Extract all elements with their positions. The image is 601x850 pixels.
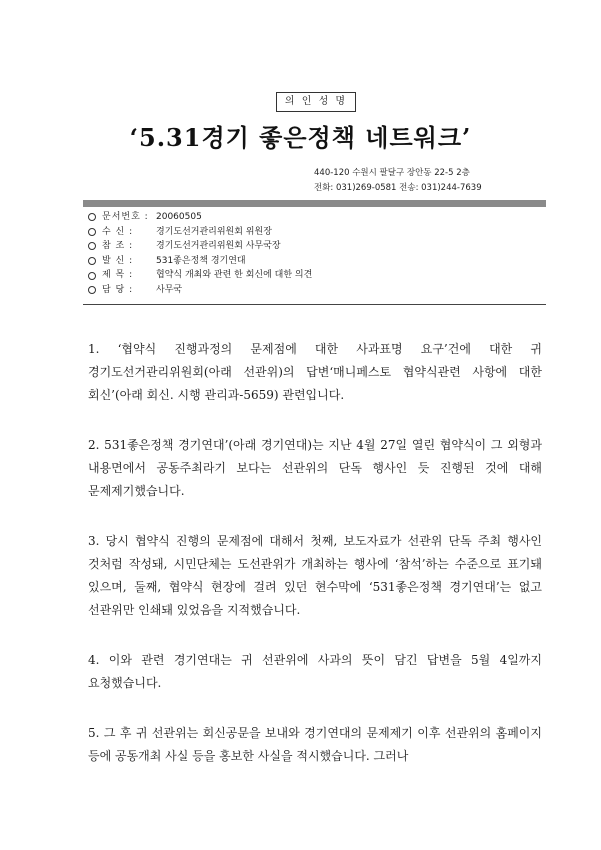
meta-row-recipient xyxy=(88,225,546,240)
meta-label: 참 조 : xyxy=(102,241,134,252)
meta-label: 담 당 : xyxy=(102,284,134,295)
circle-bullet-icon xyxy=(88,213,96,221)
meta-label: 제 목 : xyxy=(102,270,134,281)
body-paragraph-3: 3. 당시 협약식 진행의 문제점에 대해서 첫째, 보도자료가 선관위 단독 주최 행사인 것처럼 작성돼, 시민단체는 도선관위가 개최하는 행사에 ‘참석’하는 수준으로 표기돼 있으며, 둘째, 협약식 현장에 걸려 있던 현수막에 ‘531좋은정책 경기연대’는 없고 선관위만 인쇄돼 있었음을 지적했습니다. xyxy=(88,534,542,617)
routing-info-divider xyxy=(83,304,546,305)
circle-bullet-icon xyxy=(88,228,96,236)
document-title: ‘5.31경기 좋은정책 네트워크’ xyxy=(129,123,472,152)
meta-row-sender xyxy=(88,254,546,269)
meta-value: 531좋은정책 경기연대 xyxy=(156,255,246,266)
meta-row-subject xyxy=(88,268,546,283)
organization-address: 440-120 수원시 팔달구 장안동 22-5 2층 xyxy=(314,168,470,178)
meta-label: 수 신 : xyxy=(102,226,134,237)
meta-value: 협약식 개최와 관련 한 회신에 대한 의견 xyxy=(156,270,313,281)
meta-value: 경기도선거관리위원회 위원장 xyxy=(156,226,272,237)
meta-row-document-number xyxy=(88,210,546,225)
body-paragraph-1: 1. ‘협약식 진행과정의 문제점에 대한 사과표명 요구’건에 대한 귀 경기도선거관리위원회(아래 선관위)의 답변‘매니페스토 협약식관련 사항에 대한 회신’(아래 회신. 시행 관리과-5659) 관련입니다. xyxy=(88,342,542,402)
meta-label: 문서번호 : xyxy=(102,212,149,222)
body-paragraph-5: 5. 그 후 귀 선관위는 회신공문을 보내와 경기연대의 문제제기 이후 선관위의 홈페이지 등에 공동개최 사실 등을 홍보한 사실을 적시했습니다. 그러나 xyxy=(88,726,542,763)
circle-bullet-icon xyxy=(88,272,96,280)
meta-value: 경기도선거관리위원회 사무국장 xyxy=(156,241,281,252)
circle-bullet-icon xyxy=(88,257,96,265)
meta-label: 발 신 : xyxy=(102,255,134,266)
document-body xyxy=(88,338,542,795)
header-divider-bar xyxy=(83,200,546,207)
circle-bullet-icon xyxy=(88,242,96,250)
circle-bullet-icon xyxy=(88,286,96,294)
document-type-badge: 의 인 성 명 xyxy=(276,92,356,112)
meta-row-reference xyxy=(88,239,546,254)
document-routing-info xyxy=(88,210,546,298)
meta-value: 20060505 xyxy=(156,212,202,222)
meta-value: 사무국 xyxy=(156,284,183,295)
meta-row-contact-person xyxy=(88,283,546,298)
organization-phone-fax: 전화: 031)269-0581 전송: 031)244-7639 xyxy=(314,183,482,193)
body-paragraph-2: 2. 531좋은정책 경기연대’(아래 경기연대)는 지난 4월 27일 열린 협약식이 그 외형과 내용면에서 공동주최라기 보다는 선관위의 단독 행사인 듯 진행된 것에 대해 문제제기했습니다. xyxy=(88,438,542,498)
body-paragraph-4: 4. 이와 관련 경기연대는 귀 선관위에 사과의 뜻이 담긴 답변을 5월 4일까지 요청했습니다. xyxy=(88,653,542,690)
